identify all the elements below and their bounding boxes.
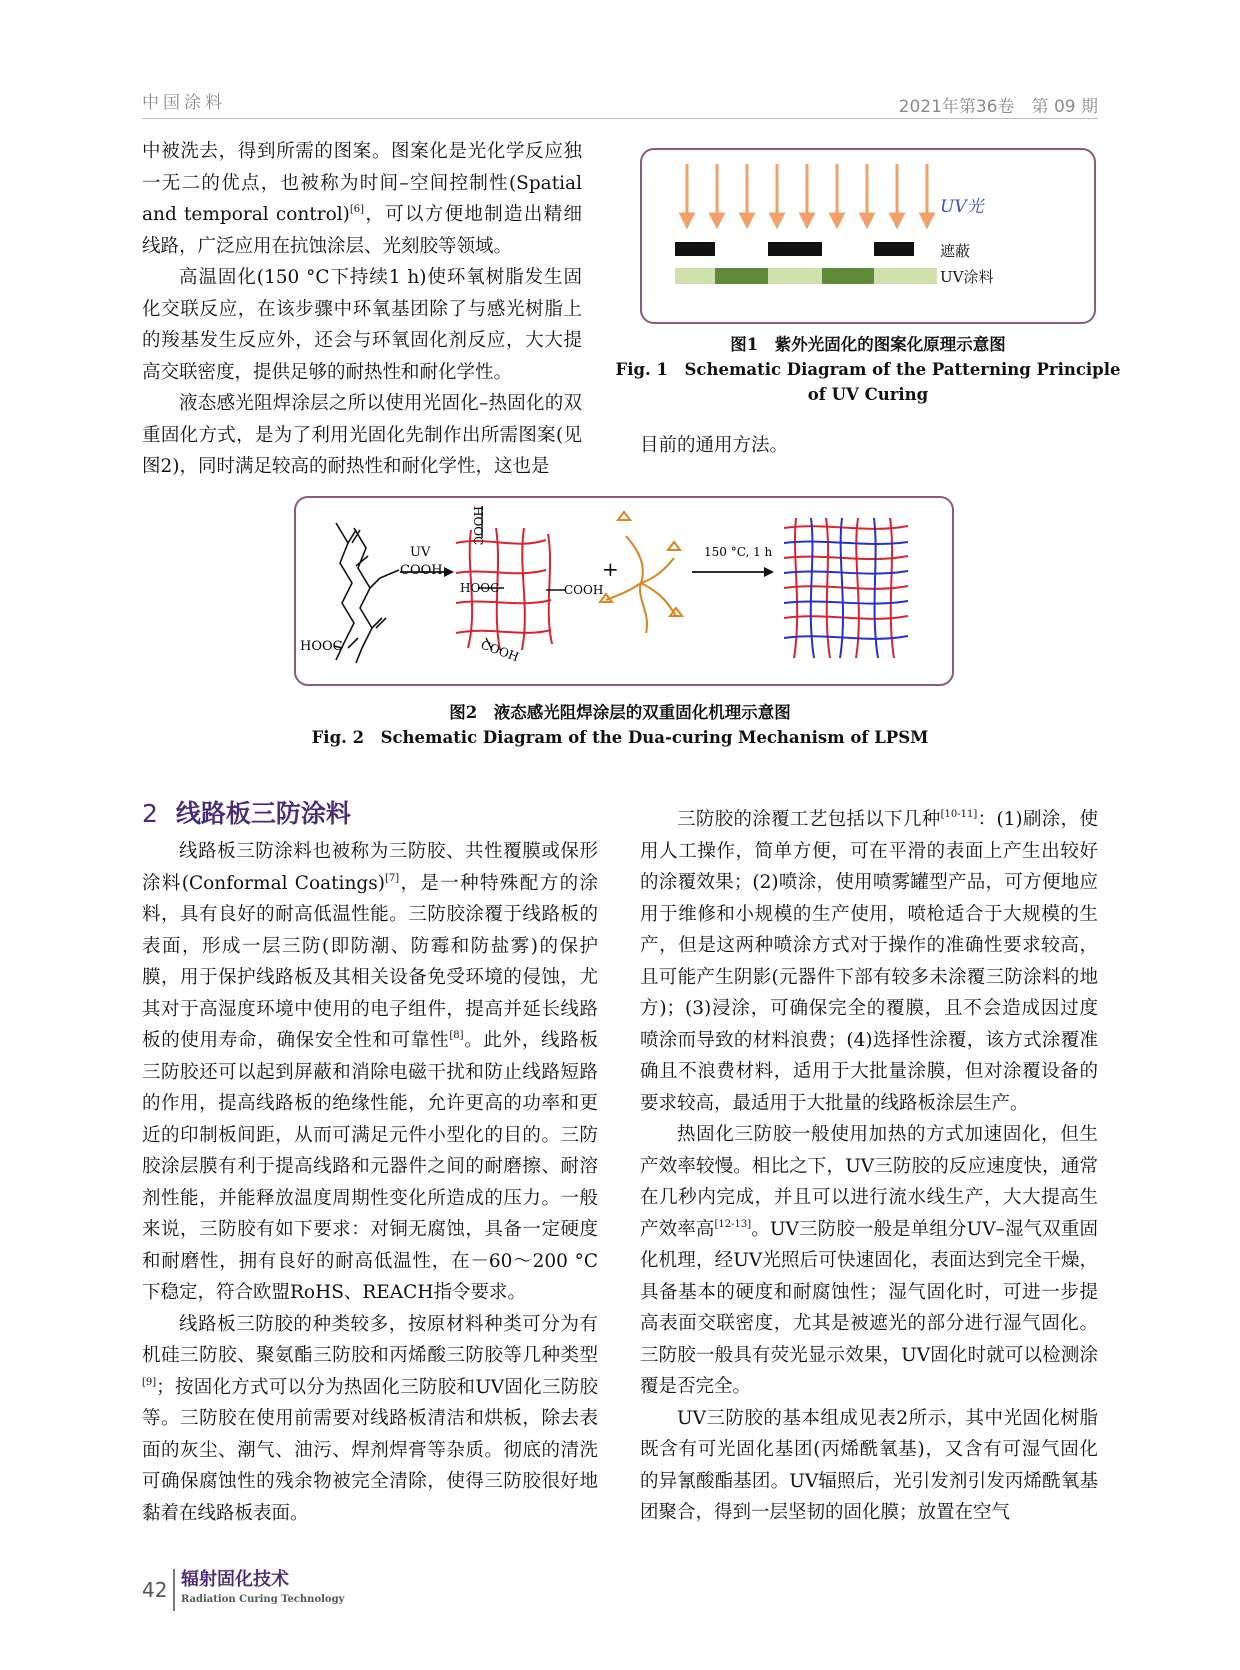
figure-1-caption xyxy=(610,332,1126,407)
section2-right-column xyxy=(640,804,1098,1529)
coating-label: UV涂料 xyxy=(940,268,994,286)
uv-arrows xyxy=(681,164,933,226)
paragraph: 中被洗去，得到所需的图案。图案化是光化学反应独一无二的优点，也被称为时间–空间控制性(Spatial and temporal control)[6]，可以方便地制造出精细线路，广泛应用在抗蚀涂层、光刻胶等领域。 xyxy=(142,141,582,257)
condition-label: 150 °C, 1 h xyxy=(704,545,773,559)
hooc-label: HOOC xyxy=(300,639,343,654)
footer-journal-cn: 辐射固化技术 xyxy=(181,1569,289,1590)
caption-en: Fig. 1 Schematic Diagram of the Patterning Principle of UV Curing xyxy=(615,360,1121,404)
journal-name: 中国涂料 xyxy=(142,93,226,113)
paragraph: 线路板三防涂料也被称为三防胶、共性覆膜或保形涂料(Conformal Coatings)[7]，是一种特殊配方的涂料，具有良好的耐高低温性能。三防胶涂覆于线路板的表面，形成一层三防(即防潮、防霉和防盐雾)的保护膜，用于保护线路板及其相关设备免受环境的侵蚀，尤其对于高湿度环境中使用的电子组件，提高并延长线路板的使用寿命，确保安全性和可靠性[8]。此外，线路板三防胶还可以起到屏蔽和消除电磁干扰和防止线路短路的作用，提高线路板的绝缘性能，允许更高的功率和更近的印制板间距，从而可满足元件小型化的目的。三防胶涂层膜有利于提高线路和元器件之间的耐磨擦、耐溶剂性能，并能释放温度周期性变化所造成的压力。一般来说，三防胶有如下要求：对铜无腐蚀，具备一定硬度和耐磨性，拥有良好的耐高低温性，在－60～200 °C下稳定，符合欧盟RoHS、REACH指令要求。 xyxy=(142,841,598,1303)
mask-label: 遮蔽 xyxy=(940,242,971,260)
cooh-network-right: COOH xyxy=(564,583,604,597)
uv-arrow-label: UV xyxy=(410,545,431,560)
paragraph: 三防胶的涂覆工艺包括以下几种[10-11]：(1)刷涂，使用人工操作，简单方便，可在平滑的表面上产生出较好的涂覆效果；(2)喷涂，使用喷雾罐型产品，可方便地应用于维修和小规模的生产使用，喷枪适合于大规模的生产，但是这两种喷涂方式对于操作的准确性要求较高，且可能产生阴影(元器件下部有较多未涂覆三防涂料的地方)；(3)浸涂，可确保完全的覆膜，且不会造成因过度喷涂而导致的材料浪费；(4)选择性涂覆，该方式涂覆准确且不浪费材料，适用于大批量涂膜，但对涂覆设备的要求较高，最适用于大批量的线路板涂层生产。 xyxy=(640,809,1098,1114)
issue-info: 2021年第36卷 第 09 期 xyxy=(898,97,1098,117)
hooc-network-mid: HOOC xyxy=(460,581,500,595)
top-left-column xyxy=(142,136,582,483)
figure-2 xyxy=(294,496,954,686)
cooh-label: COOH xyxy=(400,563,443,578)
citation: [9] xyxy=(142,1376,157,1388)
citation: [10-11] xyxy=(940,809,978,820)
section-number: 2 xyxy=(142,799,158,828)
paragraph: 液态感光阻焊涂层之所以使用光固化–热固化的双重固化方式，是为了利用光固化先制作出所需图案(见图2)，同时满足较高的耐热性和耐化学性，这也是 xyxy=(142,393,582,477)
section-title xyxy=(142,794,351,830)
caption-cn: 图1 紫外光固化的图案化原理示意图 xyxy=(730,335,1006,354)
uv-coating xyxy=(675,268,937,284)
footer-journal-en: Radiation Curing Technology xyxy=(181,1594,345,1605)
uv-label: UV光 xyxy=(940,197,984,217)
header-rule xyxy=(142,118,1098,119)
citation: [7] xyxy=(384,872,400,884)
footer-divider xyxy=(173,1569,175,1611)
hooc-network-top: HOOC xyxy=(471,506,485,546)
citation: [8] xyxy=(449,1030,464,1041)
paragraph: 热固化三防胶一般使用加热的方式加速固化，但生产效率较慢。相比之下，UV三防胶的反应速度快，通常在几秒内完成，并且可以进行流水线生产，大大提高生产效率高[12-13]。UV三防胶一般是单组分UV–湿气双重固化机理，经UV光照后可快速固化，表面达到完全干燥，具备基本的硬度和耐腐蚀性；湿气固化时，可进一步提高表面交联密度，尤其是被遮光的部分进行湿气固化。三防胶一般具有荧光显示效果，UV固化时就可以检测涂覆是否完全。 xyxy=(640,1124,1098,1397)
top-right-continuation: 目前的通用方法。 xyxy=(640,435,789,456)
masks xyxy=(675,242,914,256)
section-heading: 线路板三防涂料 xyxy=(175,799,351,828)
paragraph: 高温固化(150 °C下持续1 h)使环氧树脂发生固化交联反应，在该步骤中环氧基团除了与感光树脂上的羧基发生反应外，还会与环氧固化剂反应，大大提高交联密度，提供足够的耐热性和耐化学性。 xyxy=(142,267,582,383)
caption-cn: 图2 液态感光阻焊涂层的双重固化机理示意图 xyxy=(449,703,791,722)
paragraph: UV三防胶的基本组成见表2所示，其中光固化树脂既含有可光固化基团(丙烯酰氧基)，又含有可湿气固化的异氰酸酯基团。UV辐照后，光引发剂引发丙烯酰氧基团聚合，得到一层坚韧的固化膜；放置在空气 xyxy=(640,1407,1098,1523)
figure-1 xyxy=(640,148,1096,324)
citation: [6] xyxy=(349,204,365,215)
section2-left-column xyxy=(142,836,598,1529)
cooh-network-bottom: COOH xyxy=(478,637,521,665)
monomer-chain xyxy=(334,523,399,663)
page-number: 42 xyxy=(142,1578,168,1602)
plus-sign: + xyxy=(602,557,619,581)
paragraph: 线路板三防胶的种类较多，按原材料种类可分为有机硅三防胶、聚氨酯三防胶和丙烯酸三防胶等几种类型[9]；按固化方式可以分为热固化三防胶和UV固化三防胶等。三防胶在使用前需要对线路板清洁和烘板，除去表面的灰尘、潮气、油污、焊剂焊膏等杂质。彻底的清洗可确保腐蚀性的残余物被完全清除，使得三防胶很好地黏着在线路板表面。 xyxy=(142,1313,598,1524)
figure-2-caption xyxy=(142,700,1098,750)
citation: [12-13] xyxy=(714,1218,752,1230)
caption-en: Fig. 2 Schematic Diagram of the Dua-curing Mechanism of LPSM xyxy=(311,728,929,747)
